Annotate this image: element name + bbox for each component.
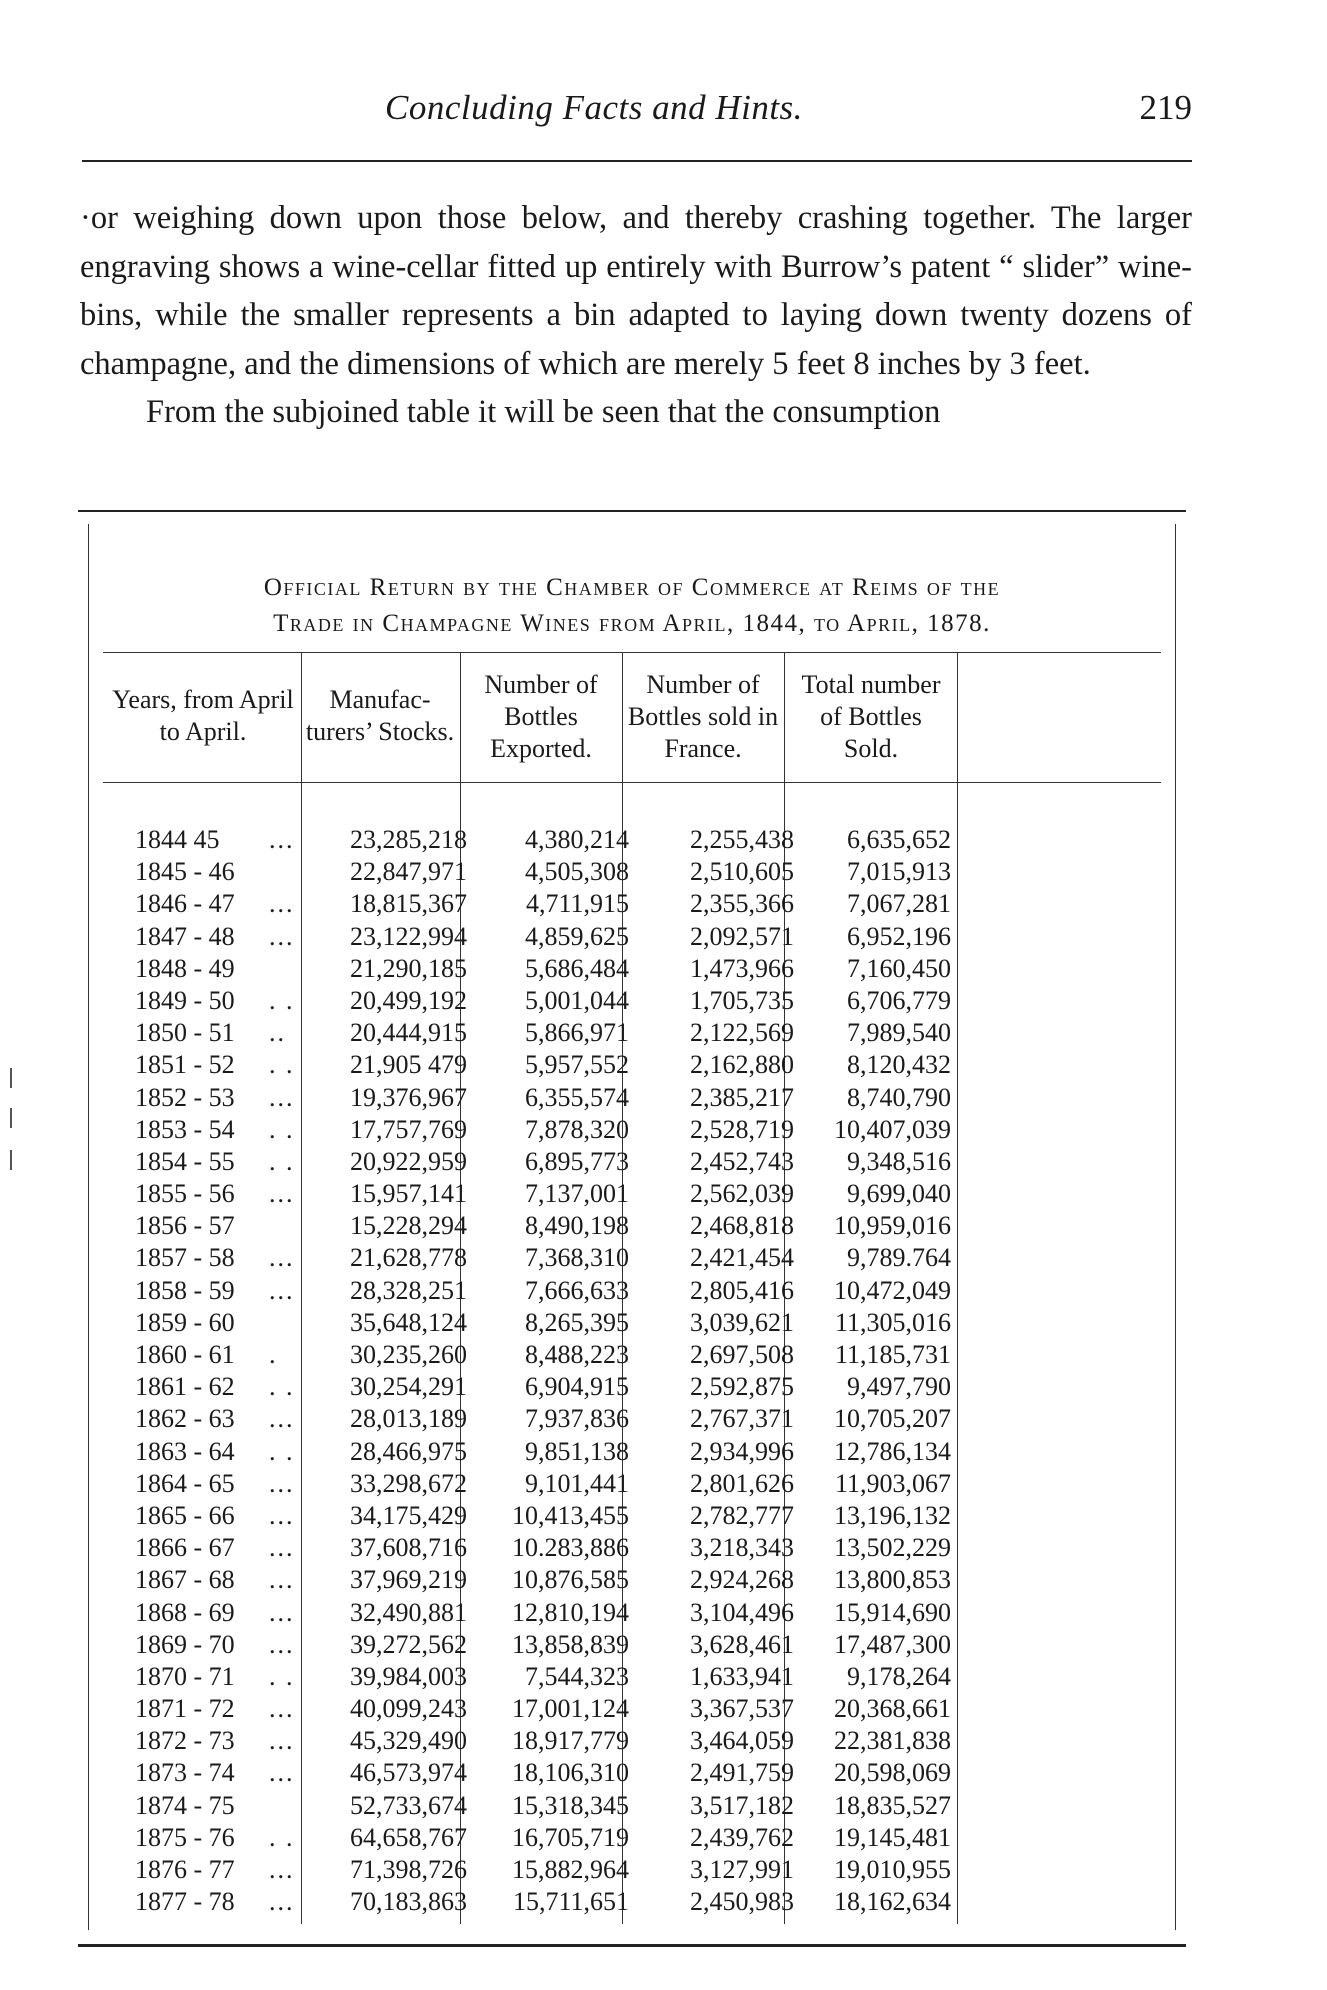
table-row xyxy=(89,1178,1175,1210)
total-cell: 11,185,731 xyxy=(834,1340,951,1369)
year-cell: 1863 - 64 xyxy=(135,1436,235,1466)
exported-cell: 15,882,964 xyxy=(512,1855,629,1884)
total-cell: 7,160,450 xyxy=(847,953,951,983)
exported-cell: 5,001,044 xyxy=(525,985,629,1015)
year-cell: 1873 - 74 xyxy=(135,1758,235,1788)
france-cell: 2,162,880 xyxy=(690,1050,794,1080)
leader-dots: ... xyxy=(269,1082,295,1112)
exported-cell: 10,876,585 xyxy=(512,1565,629,1595)
total-cell: 20,368,661 xyxy=(834,1694,951,1724)
exported-cell: 6,895,773 xyxy=(525,1146,629,1176)
table-row xyxy=(89,1017,1175,1049)
exported-cell: 7,878,320 xyxy=(525,1114,629,1144)
column-header-stocks-line-1: Manufac- xyxy=(329,685,431,714)
stocks-cell: 30,235,260 xyxy=(350,1340,467,1369)
exported-cell: 5,686,484 xyxy=(525,953,629,983)
stocks-cell: 22,847,971 xyxy=(350,857,467,887)
table-row xyxy=(89,856,1175,888)
exported-cell: 9,101,441 xyxy=(525,1468,629,1498)
stocks-cell: 52,733,674 xyxy=(350,1790,467,1820)
france-cell: 2,528,719 xyxy=(690,1114,794,1144)
column-header-exported-line-2: Bottles xyxy=(504,702,578,731)
total-cell: 11,903,067 xyxy=(834,1468,951,1498)
france-cell: 2,491,759 xyxy=(690,1758,794,1788)
year-cell: 1858 - 59 xyxy=(135,1275,235,1305)
leader-dots: ... xyxy=(269,1694,295,1724)
leader-dots: ... xyxy=(269,1855,295,1884)
leader-dots: ... xyxy=(269,1275,295,1305)
year-cell: 1853 - 54 xyxy=(135,1114,235,1144)
exported-cell: 5,866,971 xyxy=(525,1018,629,1048)
column-header-stocks-line-2: turers’ Stocks. xyxy=(305,717,455,746)
table-caption-line-2: Trade in Champagne Wines from April, 1844, to April, 1878. xyxy=(273,610,991,637)
total-cell: 9,497,790 xyxy=(847,1372,951,1402)
france-cell: 2,255,438 xyxy=(690,825,794,854)
total-cell: 9,178,264 xyxy=(847,1661,951,1691)
total-cell: 8,120,432 xyxy=(847,1050,951,1080)
france-cell: 3,218,343 xyxy=(690,1533,794,1563)
table-row xyxy=(89,1049,1175,1081)
exported-cell: 16,705,719 xyxy=(512,1822,629,1852)
france-cell: 2,122,569 xyxy=(690,1018,794,1048)
stocks-cell: 40,099,243 xyxy=(350,1694,467,1724)
year-cell: 1867 - 68 xyxy=(135,1565,235,1595)
table-row xyxy=(89,1564,1175,1596)
stocks-cell: 20,444,915 xyxy=(350,1018,467,1048)
leader-dots: ... xyxy=(269,1597,295,1627)
total-cell: 10,407,039 xyxy=(834,1114,951,1144)
table-row xyxy=(89,953,1175,985)
stocks-cell: 21,905 479 xyxy=(350,1050,467,1080)
total-cell: 10,472,049 xyxy=(834,1275,951,1305)
year-cell: 1852 - 53 xyxy=(135,1082,235,1112)
exported-cell: 6,355,574 xyxy=(525,1082,629,1112)
table-row xyxy=(89,1854,1175,1886)
stocks-cell: 23,122,994 xyxy=(350,921,467,951)
header-rule xyxy=(82,160,1192,162)
france-cell: 2,924,268 xyxy=(690,1565,794,1595)
exported-cell: 10,413,455 xyxy=(512,1500,629,1530)
stocks-cell: 18,815,367 xyxy=(350,889,467,919)
france-cell: 2,805,416 xyxy=(690,1275,794,1305)
exported-cell: 10.283,886 xyxy=(512,1533,629,1563)
year-cell: 1857 - 58 xyxy=(135,1243,235,1273)
column-header-total-line-2: of Bottles xyxy=(820,702,922,731)
exported-cell: 8,488,223 xyxy=(525,1340,629,1369)
france-cell: 3,464,059 xyxy=(690,1726,794,1756)
table-row xyxy=(89,1146,1175,1178)
france-cell: 2,510,605 xyxy=(690,857,794,887)
stocks-cell: 70,183,863 xyxy=(350,1887,467,1917)
leader-dots: ... xyxy=(269,1243,295,1273)
france-cell: 2,767,371 xyxy=(690,1404,794,1434)
exported-cell: 7,368,310 xyxy=(525,1243,629,1273)
column-header-years-line-2: to April. xyxy=(159,717,247,746)
table-row xyxy=(89,1242,1175,1274)
france-cell: 1,705,735 xyxy=(690,985,794,1015)
column-header-total xyxy=(786,669,956,765)
table-row xyxy=(89,1468,1175,1500)
leader-dots: . . xyxy=(269,985,295,1015)
total-cell: 10,705,207 xyxy=(834,1404,951,1434)
year-cell: 1846 - 47 xyxy=(135,889,235,919)
leader-dots: ... xyxy=(269,1565,295,1595)
table-row xyxy=(89,1597,1175,1629)
leader-dots: . xyxy=(269,1340,278,1369)
table-row xyxy=(89,1693,1175,1725)
stocks-cell: 21,628,778 xyxy=(350,1243,467,1273)
exported-cell: 18,106,310 xyxy=(512,1758,629,1788)
france-cell: 2,439,762 xyxy=(690,1822,794,1852)
exported-cell: 7,937,836 xyxy=(525,1404,629,1434)
stocks-cell: 45,329,490 xyxy=(350,1726,467,1756)
year-cell: 1876 - 77 xyxy=(135,1855,235,1884)
exported-cell: 7,137,001 xyxy=(525,1179,629,1209)
table-row xyxy=(89,921,1175,953)
leader-dots: ... xyxy=(269,1758,295,1788)
total-cell: 19,010,955 xyxy=(834,1855,951,1884)
total-cell: 17,487,300 xyxy=(834,1629,951,1659)
total-cell: 15,914,690 xyxy=(834,1597,951,1627)
leader-dots: . . xyxy=(269,1436,295,1466)
france-cell: 2,782,777 xyxy=(690,1500,794,1530)
leader-dots: . . xyxy=(269,1050,295,1080)
stocks-cell: 17,757,769 xyxy=(350,1114,467,1144)
table-row xyxy=(89,985,1175,1017)
exported-cell: 17,001,124 xyxy=(512,1694,629,1724)
year-cell: 1860 - 61 xyxy=(135,1340,235,1369)
table-caption-line-1: Official Return by the Chamber of Commerce at Reims of the xyxy=(263,574,1001,601)
table-row xyxy=(89,1661,1175,1693)
column-header-france-line-2: Bottles sold in xyxy=(627,702,779,731)
leader-dots: ... xyxy=(269,1500,295,1530)
france-cell: 3,039,621 xyxy=(690,1307,794,1337)
exported-cell: 4,505,308 xyxy=(525,857,629,887)
table-row xyxy=(89,1532,1175,1564)
france-cell: 2,468,818 xyxy=(690,1211,794,1241)
column-header-france-line-3: France. xyxy=(664,734,742,763)
column-header-years xyxy=(103,684,303,748)
total-cell: 19,145,481 xyxy=(834,1822,951,1852)
stocks-cell: 20,499,192 xyxy=(350,985,467,1015)
total-cell: 6,635,652 xyxy=(847,825,951,854)
year-cell: 1864 - 65 xyxy=(135,1468,235,1498)
year-cell: 1851 - 52 xyxy=(135,1050,235,1080)
stocks-cell: 15,957,141 xyxy=(350,1179,467,1209)
leader-dots: . . xyxy=(269,1372,295,1402)
leader-dots: . . xyxy=(269,1822,295,1852)
total-cell: 7,989,540 xyxy=(847,1018,951,1048)
france-cell: 2,385,217 xyxy=(690,1082,794,1112)
year-cell: 1845 - 46 xyxy=(135,857,235,887)
exported-cell: 9,851,138 xyxy=(525,1436,629,1466)
stocks-cell: 15,228,294 xyxy=(350,1211,467,1241)
leader-dots: ... xyxy=(269,1629,295,1659)
total-cell: 18,835,527 xyxy=(834,1790,951,1820)
exported-cell: 6,904,915 xyxy=(525,1372,629,1402)
total-cell: 11,305,016 xyxy=(834,1307,951,1337)
year-cell: 1850 - 51 xyxy=(135,1018,235,1048)
france-cell: 2,092,571 xyxy=(690,921,794,951)
stocks-cell: 34,175,429 xyxy=(350,1500,467,1530)
total-cell: 7,067,281 xyxy=(847,889,951,919)
table-row xyxy=(89,1082,1175,1114)
year-cell: 1870 - 71 xyxy=(135,1661,235,1691)
year-cell: 1874 - 75 xyxy=(135,1790,235,1820)
exported-cell: 12,810,194 xyxy=(512,1597,629,1627)
leader-dots: ... xyxy=(269,1887,295,1917)
year-cell: 1849 - 50 xyxy=(135,985,235,1015)
stocks-cell: 32,490,881 xyxy=(350,1597,467,1627)
france-cell: 3,104,496 xyxy=(690,1597,794,1627)
year-cell: 1854 - 55 xyxy=(135,1146,235,1176)
column-header-total-line-1: Total number xyxy=(801,670,941,699)
france-cell: 1,473,966 xyxy=(690,953,794,983)
exported-cell: 7,666,633 xyxy=(525,1275,629,1305)
year-cell: 1856 - 57 xyxy=(135,1211,235,1241)
exported-cell: 8,265,395 xyxy=(525,1307,629,1337)
table-row xyxy=(89,1307,1175,1339)
body-text xyxy=(80,194,1192,437)
exported-cell: 4,711,915 xyxy=(525,889,629,919)
paragraph-2: From the subjoined table it will be seen that the consumption xyxy=(146,394,941,430)
table-row xyxy=(89,1436,1175,1468)
running-title: Concluding Facts and Hints. xyxy=(385,88,803,127)
total-cell: 13,502,229 xyxy=(834,1533,951,1563)
column-header-exported-line-1: Number of xyxy=(484,670,598,699)
france-cell: 2,450,983 xyxy=(690,1887,794,1917)
stocks-cell: 39,984,003 xyxy=(350,1661,467,1691)
stocks-cell: 23,285,218 xyxy=(350,825,467,854)
table-row xyxy=(89,1725,1175,1757)
france-cell: 2,355,366 xyxy=(690,889,794,919)
exported-cell: 5,957,552 xyxy=(525,1050,629,1080)
leader-dots: ... xyxy=(269,921,295,951)
running-head xyxy=(80,88,1192,138)
column-header-exported-line-3: Exported. xyxy=(490,734,592,763)
margin-mark xyxy=(10,1068,12,1088)
stocks-cell: 30,254,291 xyxy=(350,1372,467,1402)
table-row xyxy=(89,1275,1175,1307)
table-row xyxy=(89,1790,1175,1822)
exported-cell: 15,318,345 xyxy=(512,1790,629,1820)
year-cell: 1862 - 63 xyxy=(135,1404,235,1434)
year-cell: 1866 - 67 xyxy=(135,1533,235,1563)
year-cell: 1847 - 48 xyxy=(135,921,235,951)
stocks-cell: 33,298,672 xyxy=(350,1468,467,1498)
total-cell: 9,699,040 xyxy=(847,1179,951,1209)
france-cell: 3,127,991 xyxy=(690,1855,794,1884)
table-row xyxy=(89,1757,1175,1789)
year-cell: 1868 - 69 xyxy=(135,1597,235,1627)
table-row xyxy=(89,1403,1175,1435)
column-header-exported xyxy=(461,669,621,765)
page-number: 219 xyxy=(1139,88,1192,127)
paragraph-1: ·or weighing down upon those below, and thereby crashing together. The larger engraving shows a wine-cellar fitted up entirely with Burrow’s patent “ slider” wine-bins, while the smaller represents a bin adapted to laying down twenty dozens of champagne, and the dimensions of which are merely 5 feet 8 inches by 3 feet. xyxy=(80,200,1192,382)
stocks-cell: 21,290,185 xyxy=(350,953,467,983)
table-row xyxy=(89,1822,1175,1854)
margin-mark xyxy=(10,1150,12,1170)
leader-dots: ... xyxy=(269,1533,295,1563)
table-caption xyxy=(89,570,1175,642)
leader-dots: ... xyxy=(269,889,295,919)
france-cell: 2,801,626 xyxy=(690,1468,794,1498)
exported-cell: 15,711,651 xyxy=(512,1887,629,1917)
stocks-cell: 39,272,562 xyxy=(350,1629,467,1659)
exported-cell: 8,490,198 xyxy=(525,1211,629,1241)
table-row xyxy=(89,824,1175,856)
total-cell: 9,789.764 xyxy=(847,1243,951,1273)
stocks-cell: 19,376,967 xyxy=(350,1082,467,1112)
stocks-cell: 28,013,189 xyxy=(350,1404,467,1434)
year-cell: 1859 - 60 xyxy=(135,1307,235,1337)
caption-rule xyxy=(103,652,1161,653)
france-cell: 3,628,461 xyxy=(690,1629,794,1659)
column-header-rule xyxy=(103,782,1161,783)
table-row xyxy=(89,1371,1175,1403)
year-cell: 1872 - 73 xyxy=(135,1726,235,1756)
total-cell: 6,952,196 xyxy=(847,921,951,951)
total-cell: 22,381,838 xyxy=(834,1726,951,1756)
france-cell: 1,633,941 xyxy=(690,1661,794,1691)
stocks-cell: 37,969,219 xyxy=(350,1565,467,1595)
year-cell: 1865 - 66 xyxy=(135,1500,235,1530)
table-row xyxy=(89,888,1175,920)
table-row xyxy=(89,1629,1175,1661)
year-cell: 1855 - 56 xyxy=(135,1179,235,1209)
year-cell: 1869 - 70 xyxy=(135,1629,235,1659)
year-cell: 1877 - 78 xyxy=(135,1887,235,1917)
table-row xyxy=(89,1210,1175,1242)
champagne-trade-table xyxy=(78,510,1186,1947)
margin-mark xyxy=(10,1108,12,1128)
stocks-cell: 35,648,124 xyxy=(350,1307,467,1337)
france-cell: 2,697,508 xyxy=(690,1340,794,1369)
exported-cell: 4,380,214 xyxy=(525,825,629,854)
column-header-france xyxy=(622,669,784,765)
france-cell: 2,592,875 xyxy=(690,1372,794,1402)
total-cell: 9,348,516 xyxy=(847,1146,951,1176)
leader-dots: . . xyxy=(269,1114,295,1144)
leader-dots: ... xyxy=(269,1468,295,1498)
year-cell: 1871 - 72 xyxy=(135,1694,235,1724)
column-header-france-line-1: Number of xyxy=(646,670,760,699)
year-cell: 1861 - 62 xyxy=(135,1372,235,1402)
total-cell: 13,800,853 xyxy=(834,1565,951,1595)
total-cell: 10,959,016 xyxy=(834,1211,951,1241)
stocks-cell: 64,658,767 xyxy=(350,1822,467,1852)
column-header-stocks xyxy=(301,684,459,748)
exported-cell: 13,858,839 xyxy=(512,1629,629,1659)
stocks-cell: 37,608,716 xyxy=(350,1533,467,1563)
year-cell: 1848 - 49 xyxy=(135,953,235,983)
total-cell: 20,598,069 xyxy=(834,1758,951,1788)
france-cell: 2,452,743 xyxy=(690,1146,794,1176)
table-body xyxy=(89,824,1175,1918)
column-header-years-line-1: Years, from April xyxy=(112,685,294,714)
leader-dots: ... xyxy=(269,1179,295,1209)
leader-dots: ... xyxy=(269,825,295,854)
leader-dots: ... xyxy=(269,1404,295,1434)
total-cell: 7,015,913 xyxy=(847,857,951,887)
table-row xyxy=(89,1500,1175,1532)
stocks-cell: 46,573,974 xyxy=(350,1758,467,1788)
table-row xyxy=(89,1339,1175,1371)
stocks-cell: 28,328,251 xyxy=(350,1275,467,1305)
column-header-total-line-3: Sold. xyxy=(843,734,899,763)
leader-dots: . . xyxy=(269,1661,295,1691)
france-cell: 2,562,039 xyxy=(690,1179,794,1209)
france-cell: 3,367,537 xyxy=(690,1694,794,1724)
total-cell: 6,706,779 xyxy=(847,985,951,1015)
exported-cell: 4,859,625 xyxy=(525,921,629,951)
exported-cell: 18,917,779 xyxy=(512,1726,629,1756)
exported-cell: 7,544,323 xyxy=(525,1661,629,1691)
year-cell: 1844 45 xyxy=(135,825,220,854)
total-cell: 18,162,634 xyxy=(834,1887,951,1917)
france-cell: 2,934,996 xyxy=(690,1436,794,1466)
total-cell: 13,196,132 xyxy=(834,1500,951,1530)
france-cell: 2,421,454 xyxy=(690,1243,794,1273)
leader-dots: . . xyxy=(269,1146,295,1176)
stocks-cell: 71,398,726 xyxy=(350,1855,467,1884)
year-cell: 1875 - 76 xyxy=(135,1822,235,1852)
total-cell: 8,740,790 xyxy=(847,1082,951,1112)
stocks-cell: 20,922,959 xyxy=(350,1146,467,1176)
stocks-cell: 28,466,975 xyxy=(350,1436,467,1466)
france-cell: 3,517,182 xyxy=(690,1790,794,1820)
table-row xyxy=(89,1114,1175,1146)
leader-dots: ... xyxy=(269,1726,295,1756)
leader-dots: .. xyxy=(269,1018,286,1048)
table-inner-frame xyxy=(88,524,1176,1930)
total-cell: 12,786,134 xyxy=(834,1436,951,1466)
table-row xyxy=(89,1886,1175,1918)
